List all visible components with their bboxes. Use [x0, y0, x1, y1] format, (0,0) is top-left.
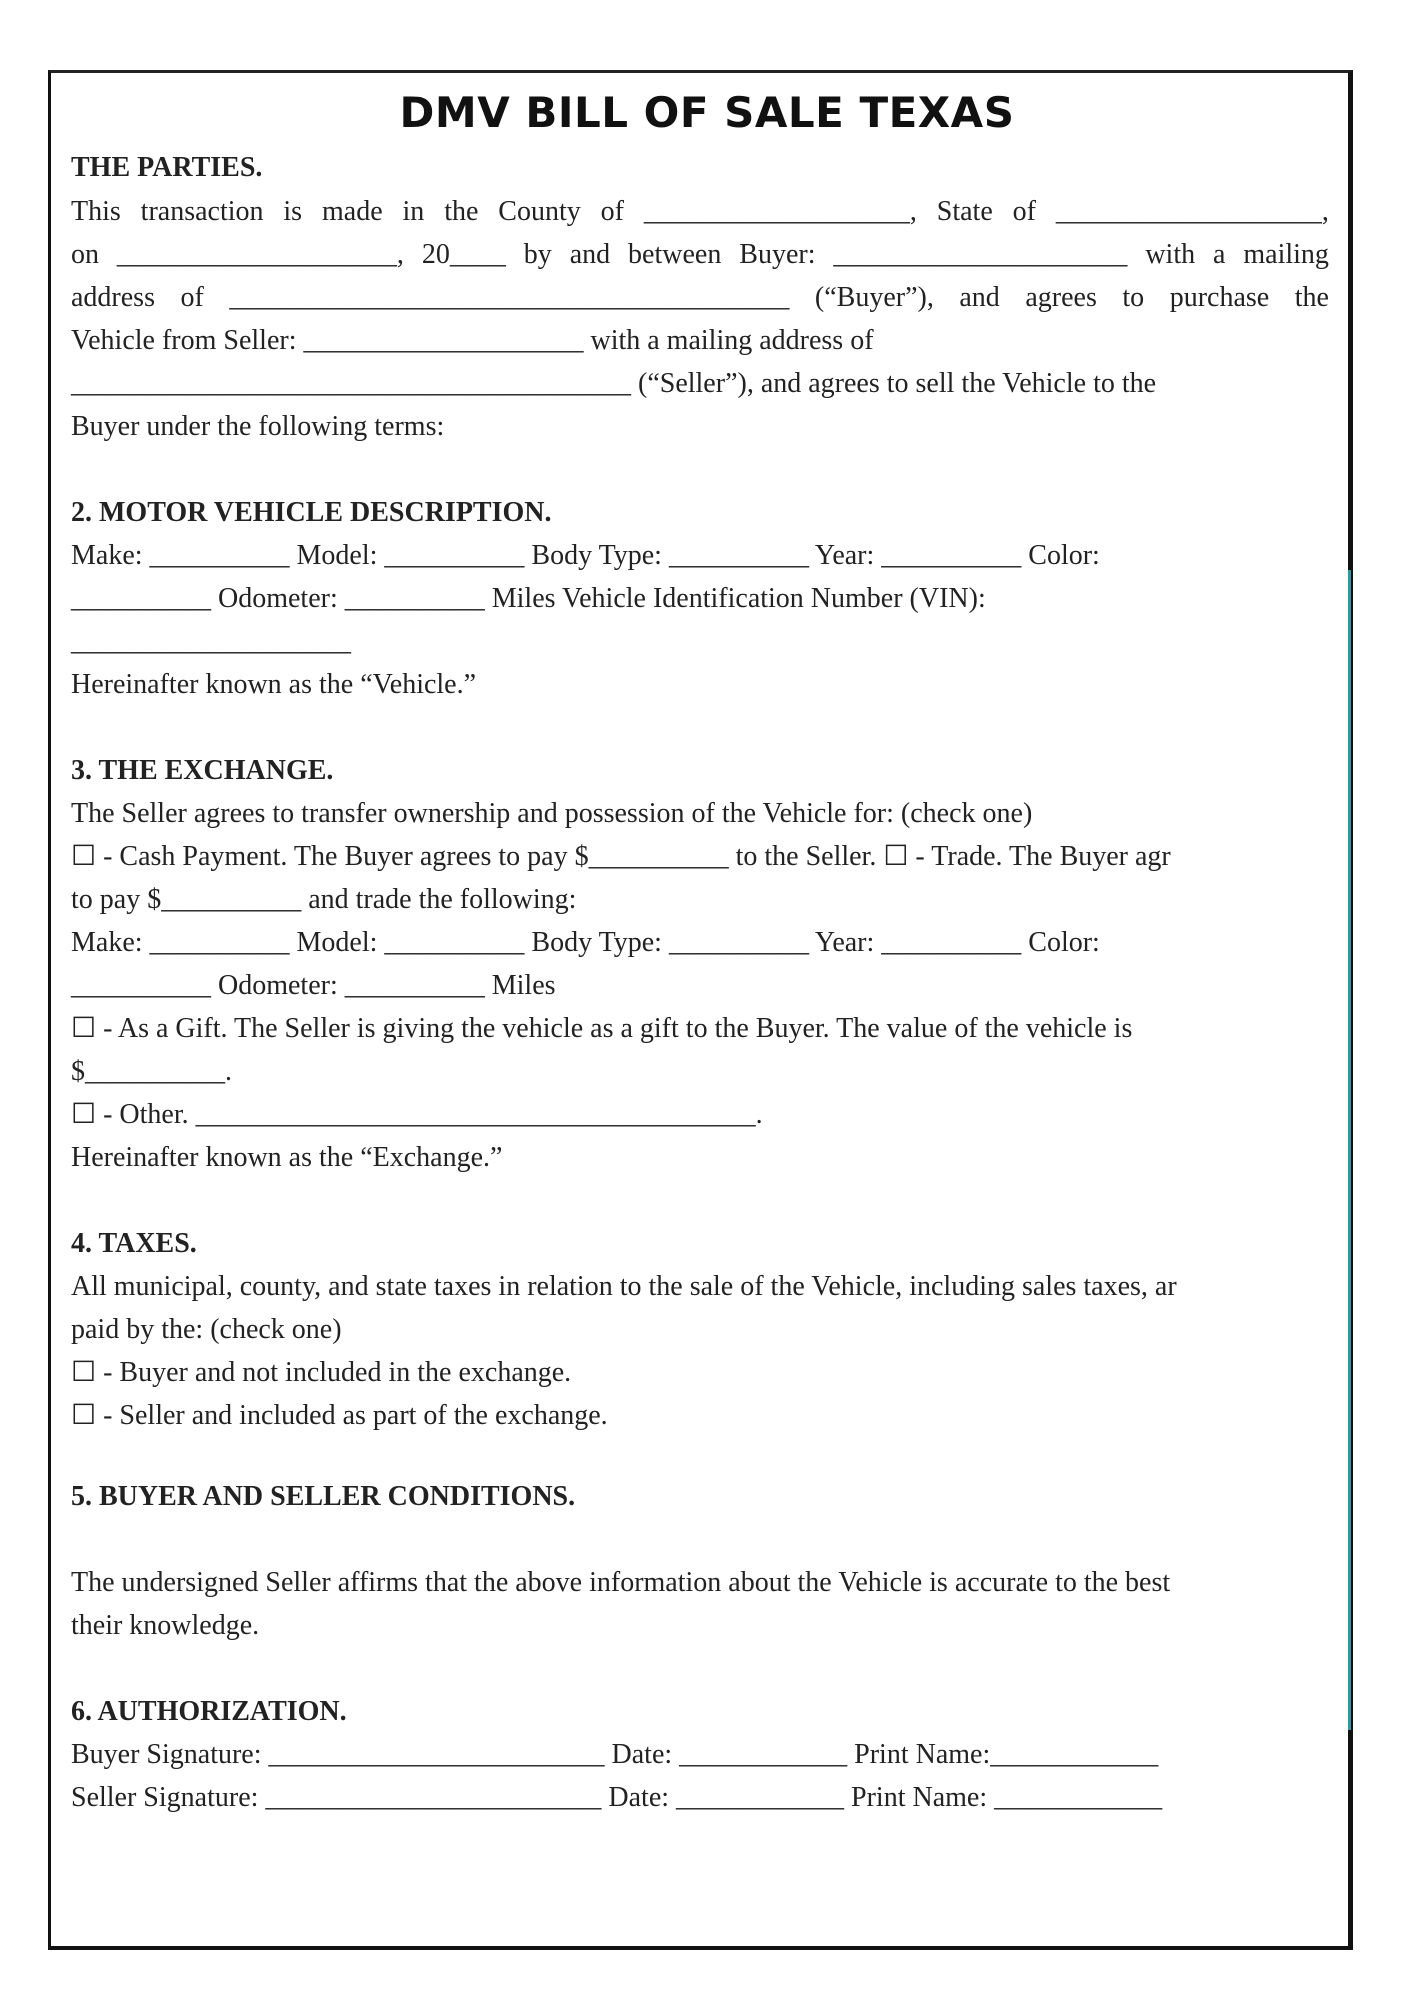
seller-signature-line: Seller Signature: ________________________ Date: ____________ Print Name: ____________	[71, 1782, 1163, 1813]
parties-line-4: Vehicle from Seller: ____________________ with a mailing address of	[71, 325, 874, 356]
exchange-line-6: ☐ - As a Gift. The Seller is giving the vehicle as a gift to the Buyer. The value of the vehicle is	[71, 1013, 1133, 1044]
conditions-line-2: their knowledge.	[71, 1610, 260, 1641]
parties-line-5: ________________________________________ (“Seller”), and agrees to sell the Vehicle to the	[71, 368, 1157, 399]
taxes-line-1: All municipal, county, and state taxes in relation to the sale of the Vehicle, including sales taxes, ar	[71, 1271, 1177, 1302]
exchange-line-2: ☐ - Cash Payment. The Buyer agrees to pay $__________ to the Seller. ☐ - Trade. The Buyer agr	[71, 841, 1171, 872]
authorization-heading: 6. AUTHORIZATION.	[71, 1696, 347, 1727]
vin-field: ____________________	[71, 626, 351, 657]
taxes-option-buyer: ☐ - Buyer and not included in the exchange.	[71, 1357, 572, 1388]
conditions-heading: 5. BUYER AND SELLER CONDITIONS.	[71, 1481, 576, 1512]
page-edge-accent	[1348, 570, 1351, 1730]
exchange-line-4: Make: __________ Model: __________ Body Type: __________ Year: __________ Color:	[71, 927, 1100, 958]
exchange-line-1: The Seller agrees to transfer ownership and possession of the Vehicle for: (check one)	[71, 798, 1033, 829]
parties-line-2: on ____________________, 20____ by and between Buyer: _____________________ with a mailing	[71, 239, 1329, 270]
taxes-line-2: paid by the: (check one)	[71, 1314, 342, 1345]
document-title: DMV BILL OF SALE TEXAS	[399, 88, 1015, 137]
exchange-heading: 3. THE EXCHANGE.	[71, 755, 334, 786]
conditions-line-1: The undersigned Seller affirms that the above information about the Vehicle is accurate to the best	[71, 1567, 1171, 1598]
taxes-option-seller: ☐ - Seller and included as part of the exchange.	[71, 1400, 608, 1431]
exchange-line-8: ☐ - Other. ________________________________________.	[71, 1099, 763, 1130]
exchange-line-3: to pay $__________ and trade the following:	[71, 884, 577, 915]
vehicle-line-1: Make: __________ Model: __________ Body Type: __________ Year: __________ Color:	[71, 540, 1100, 571]
vehicle-heading: 2. MOTOR VEHICLE DESCRIPTION.	[71, 497, 552, 528]
parties-line-3: address of ________________________________________ (“Buyer”), and agrees to purchase the	[71, 282, 1329, 313]
vehicle-line-2: __________ Odometer: __________ Miles Vehicle Identification Number (VIN):	[71, 583, 986, 614]
exchange-line-5: __________ Odometer: __________ Miles	[71, 970, 556, 1001]
exchange-line-9: Hereinafter known as the “Exchange.”	[71, 1142, 503, 1173]
taxes-heading: 4. TAXES.	[71, 1228, 197, 1259]
exchange-line-7: $__________.	[71, 1056, 232, 1087]
vehicle-line-4: Hereinafter known as the “Vehicle.”	[71, 669, 477, 700]
parties-line-1: This transaction is made in the County of ___________________, State of ___________________,	[71, 196, 1329, 227]
parties-line-6: Buyer under the following terms:	[71, 411, 445, 442]
parties-heading: THE PARTIES.	[71, 152, 263, 183]
buyer-signature-line: Buyer Signature: ________________________ Date: ____________ Print Name:____________	[71, 1739, 1159, 1770]
